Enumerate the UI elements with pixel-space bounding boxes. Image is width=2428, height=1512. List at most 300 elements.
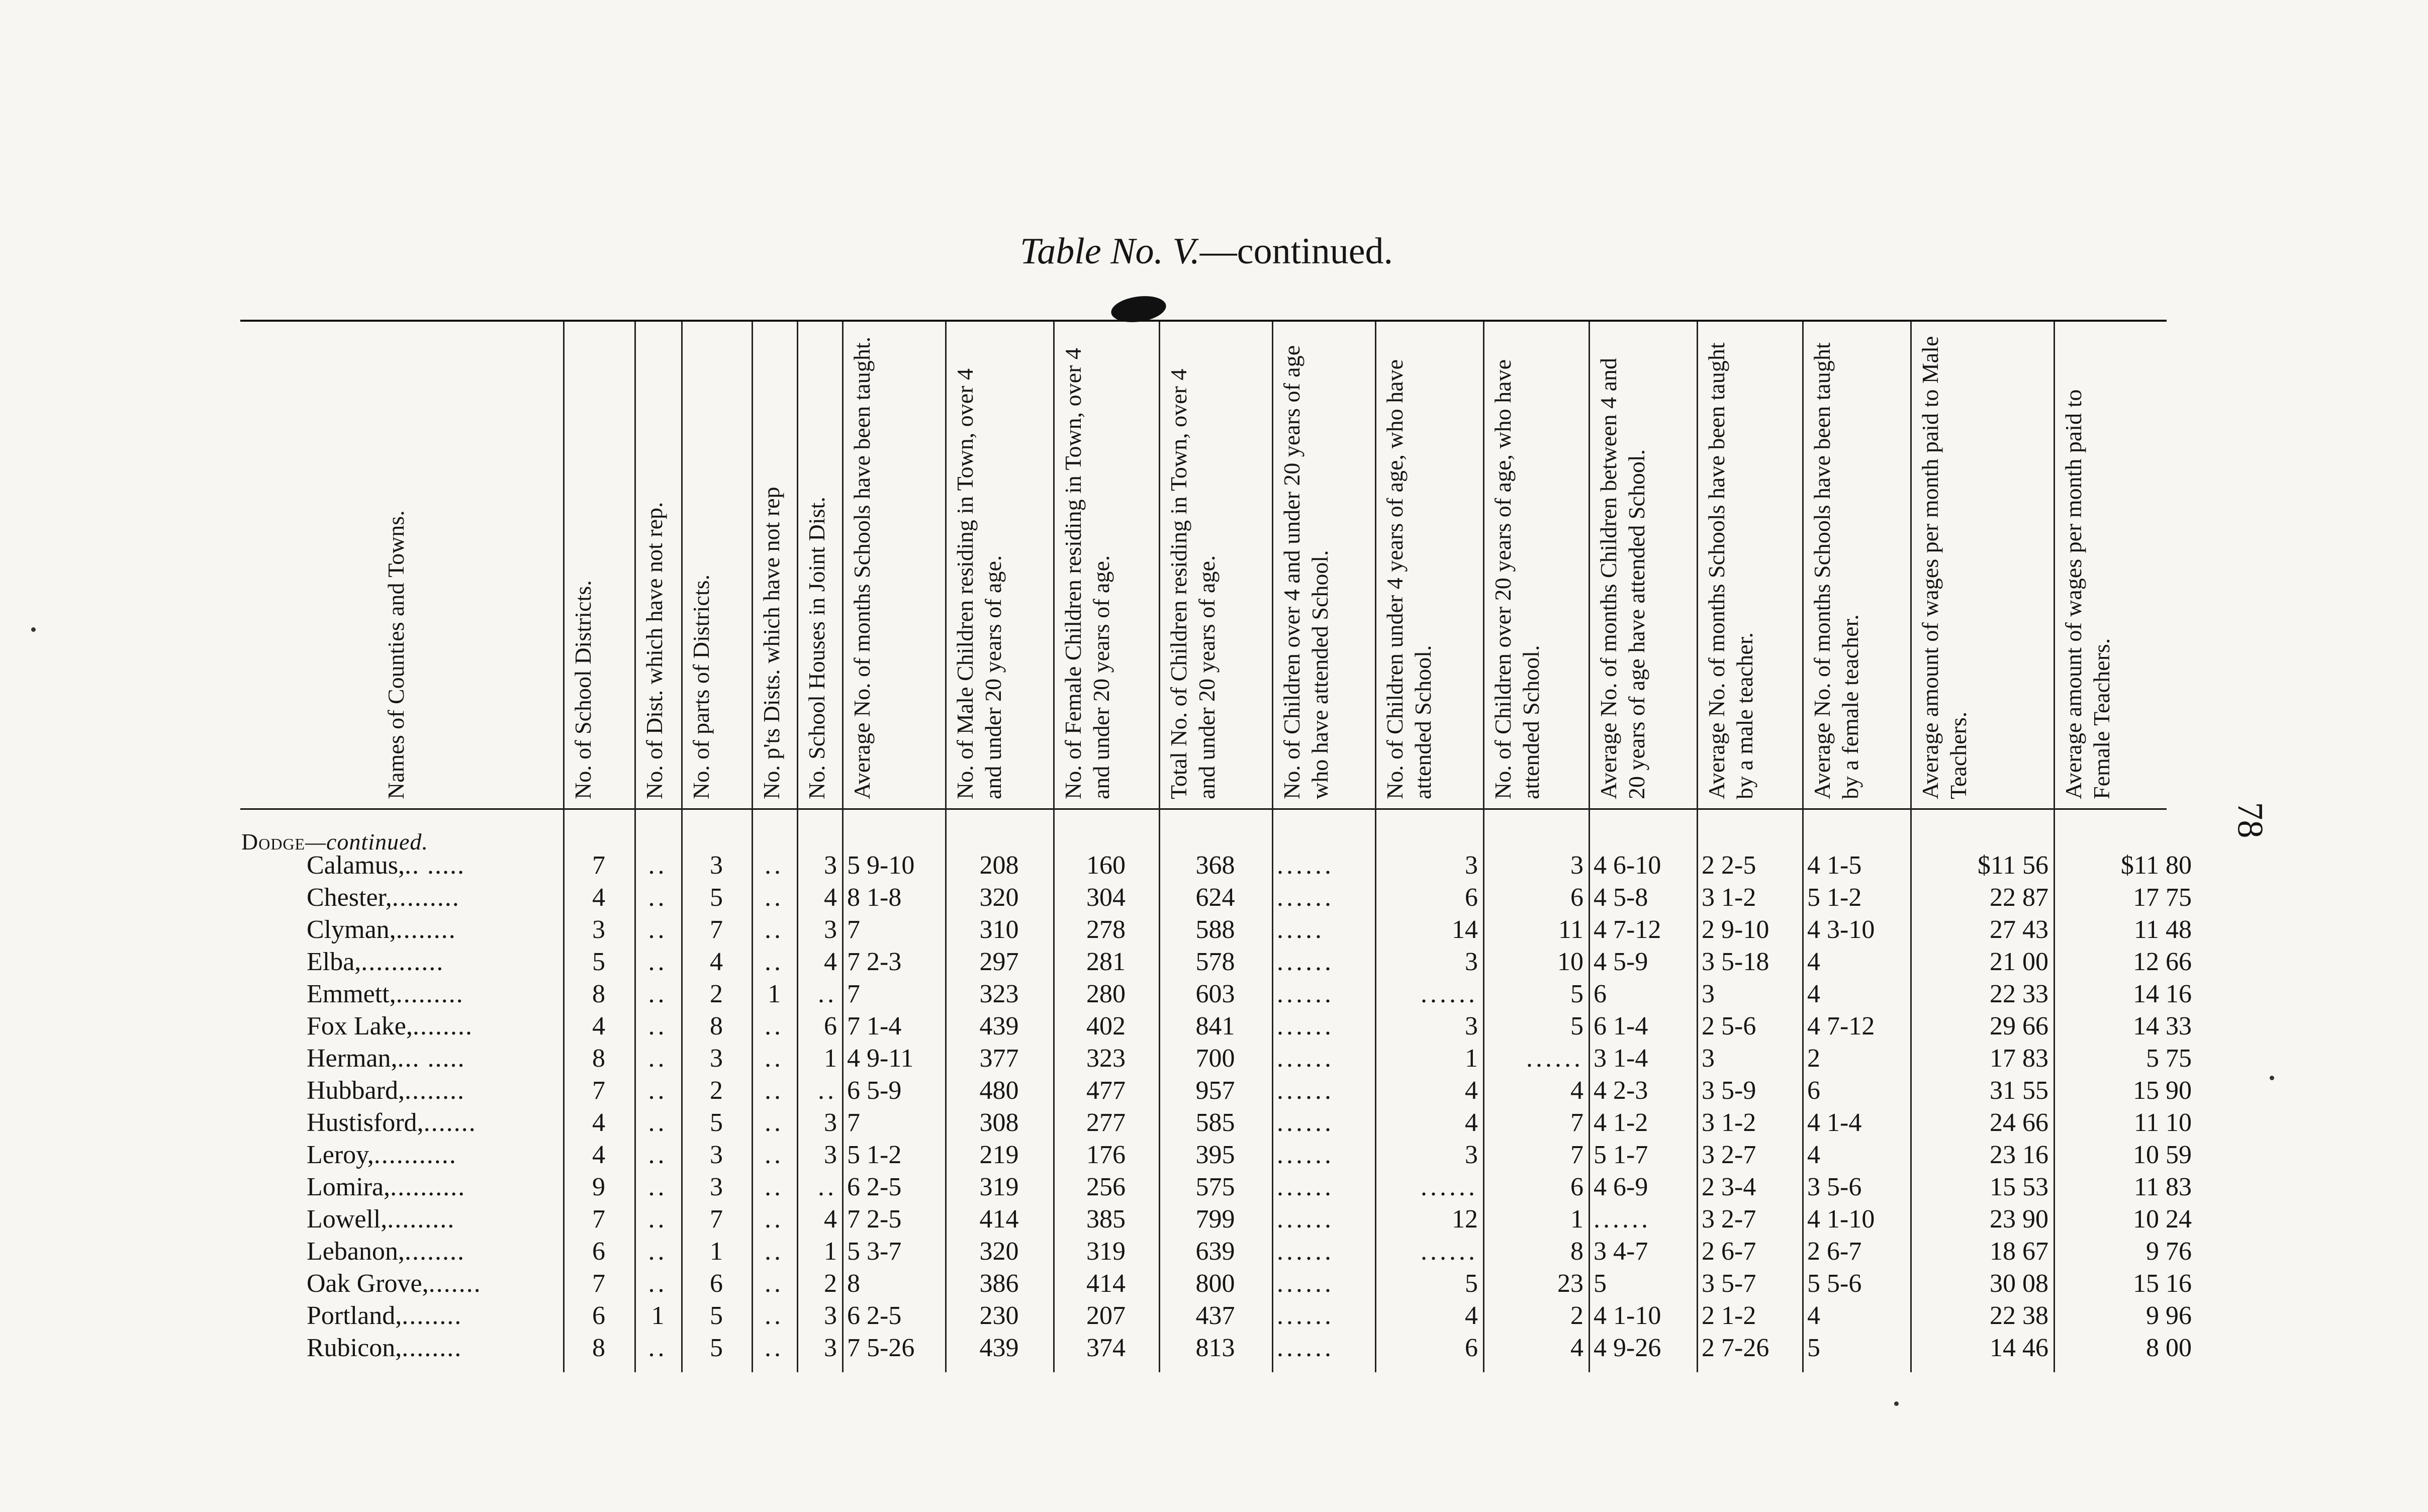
cell-avg-months: 4 9-11 (847, 1044, 914, 1073)
table-top-rule (240, 320, 2167, 322)
cell-dist-not-rep: .. (648, 1141, 668, 1169)
cell-over-20: 23 (1557, 1269, 1583, 1298)
cell-wage-male: 14 46 (1990, 1334, 2048, 1362)
cell-wage-female: $11 80 (2120, 851, 2192, 880)
cell-female: 385 (1086, 1205, 1126, 1234)
cell-wage-male: 24 66 (1990, 1108, 2048, 1137)
cell-total: 957 (1195, 1076, 1235, 1105)
cell-over-20: 4 (1570, 1076, 1583, 1105)
leader-dots: ......... (396, 980, 464, 1008)
column-header-avg-male-teacher: Average No. of months Schools have been taught by a male teacher. (1704, 342, 1757, 799)
cell-male: 297 (979, 948, 1019, 976)
cell-wage-male: 27 43 (1990, 915, 2048, 944)
leader-dots: .. ..... (404, 851, 465, 880)
leader-dots: .......... (390, 1173, 466, 1201)
cell-female: 323 (1086, 1044, 1126, 1073)
town-name: Hubbard, (307, 1076, 405, 1105)
cell-under-4: 4 (1465, 1301, 1478, 1330)
cell-avg-female-teacher: 4 7-12 (1807, 1012, 1875, 1041)
cell-male: 386 (979, 1269, 1019, 1298)
cell-parts: 3 (710, 1141, 723, 1169)
cell-over-20: ...... (1526, 1044, 1583, 1073)
cell-total: 437 (1195, 1301, 1235, 1330)
page-number: 78 (2230, 802, 2271, 838)
cell-total: 813 (1195, 1334, 1235, 1362)
cell-wage-male: 22 33 (1990, 980, 2048, 1008)
cell-under-4: 5 (1465, 1269, 1478, 1298)
cell-dist-not-rep: .. (648, 980, 668, 1008)
town-name: Fox Lake, (307, 1012, 413, 1041)
cell-wage-female: 10 24 (2133, 1205, 2192, 1234)
column-header-avg-female-teacher: Average No. of months Schools have been taught by a female teacher. (1809, 342, 1863, 799)
table-row (0, 978, 2428, 1010)
cell-over-20: 5 (1570, 1012, 1583, 1041)
town-name-cell (307, 978, 558, 1010)
cell-dist-not-rep: .. (648, 1334, 668, 1362)
cell-avg-female-teacher: 4 1-4 (1807, 1108, 1862, 1137)
cell-avg-female-teacher: 4 (1807, 980, 1820, 1008)
cell-under-4: 3 (1465, 948, 1478, 976)
cell-avg-female-teacher: 4 (1807, 1301, 1820, 1330)
cell-joint-houses: .. (818, 1173, 837, 1201)
town-name-cell (307, 914, 558, 946)
cell-parts-not-rep: .. (765, 1012, 784, 1041)
cell-parts: 7 (710, 915, 723, 944)
cell-parts: 2 (710, 980, 723, 1008)
column-header-avg-months: Average No. of months Schools have been taught. (849, 336, 875, 799)
cell-avg-attend: 4 6-9 (1594, 1173, 1648, 1201)
cell-avg-female-teacher: 2 (1807, 1044, 1820, 1073)
cell-under-4: 6 (1465, 1334, 1478, 1362)
cell-over-20: 5 (1570, 980, 1583, 1008)
cell-under-4: ...... (1421, 1237, 1478, 1266)
cell-avg-attend: 6 (1594, 980, 1607, 1008)
cell-wage-male: 18 67 (1990, 1237, 2048, 1266)
cell-wage-female: 9 96 (2146, 1301, 2192, 1330)
cell-avg-months: 6 2-5 (847, 1301, 902, 1330)
cell-female: 256 (1086, 1173, 1126, 1201)
cell-joint-houses: 1 (824, 1237, 837, 1266)
column-header-wage-male: Average amount of wages per month paid to Male Teachers. (1917, 336, 1971, 799)
cell-over-20: 6 (1570, 883, 1583, 912)
table-row (0, 946, 2428, 978)
cell-attended-4-20: ...... (1277, 1237, 1334, 1266)
cell-over-20: 3 (1570, 851, 1583, 880)
cell-attended-4-20: ...... (1277, 948, 1334, 976)
cell-under-4: 3 (1465, 1141, 1478, 1169)
column-header-wage-female: Average amount of wages per month paid to Female Teachers. (2061, 389, 2114, 799)
column-header-attended-4-20: No. of Children over 4 and under 20 years of age who have attended School. (1279, 345, 1333, 799)
cell-parts-not-rep: .. (765, 1108, 784, 1137)
cell-avg-months: 5 9-10 (847, 851, 915, 880)
cell-parts: 5 (710, 1108, 723, 1137)
leader-dots: ........... (373, 1141, 457, 1169)
cell-avg-male-teacher: 3 2-7 (1702, 1141, 1756, 1169)
cell-avg-female-teacher: 2 6-7 (1807, 1237, 1862, 1266)
cell-districts: 7 (592, 1076, 605, 1105)
cell-under-4: ...... (1421, 980, 1478, 1008)
cell-joint-houses: 1 (824, 1044, 837, 1073)
cell-attended-4-20: ...... (1277, 1076, 1334, 1105)
leader-dots: ......... (392, 883, 460, 912)
cell-male: 320 (979, 1237, 1019, 1266)
cell-avg-male-teacher: 2 1-2 (1702, 1301, 1756, 1330)
cell-avg-female-teacher: 4 1-10 (1807, 1205, 1875, 1234)
cell-male: 319 (979, 1173, 1019, 1201)
cell-joint-houses: 6 (824, 1012, 837, 1041)
town-name: Hustisford, (307, 1108, 424, 1137)
cell-avg-months: 7 2-5 (847, 1205, 902, 1234)
cell-under-4: 6 (1465, 883, 1478, 912)
table-row (0, 1236, 2428, 1268)
cell-avg-months: 6 5-9 (847, 1076, 902, 1105)
county-name: Dodge (241, 829, 306, 855)
column-header-dist-not-rep: No. of Dist. which have not rep. (641, 502, 667, 799)
cell-parts: 3 (710, 1173, 723, 1201)
cell-wage-female: 11 10 (2133, 1108, 2192, 1137)
cell-avg-female-teacher: 5 5-6 (1807, 1269, 1862, 1298)
cell-female: 176 (1086, 1141, 1126, 1169)
table-row (0, 1300, 2428, 1332)
table-row (0, 1043, 2428, 1075)
town-name-cell (307, 946, 558, 978)
column-header-parts-not-rep: No. p'ts Dists. which have not rep (759, 487, 784, 799)
cell-female: 319 (1086, 1237, 1126, 1266)
cell-wage-male: 29 66 (1990, 1012, 2048, 1041)
cell-under-4: 3 (1465, 851, 1478, 880)
cell-under-4: 14 (1452, 915, 1478, 944)
cell-avg-male-teacher: 3 (1702, 980, 1715, 1008)
cell-dist-not-rep: .. (648, 851, 668, 880)
cell-female: 160 (1086, 851, 1126, 880)
table-row (0, 1139, 2428, 1171)
table-row (0, 914, 2428, 946)
cell-joint-houses: 3 (824, 1334, 837, 1362)
cell-parts-not-rep: .. (765, 1334, 784, 1362)
cell-parts-not-rep: .. (765, 1044, 784, 1073)
cell-avg-male-teacher: 2 6-7 (1702, 1237, 1756, 1266)
leader-dots: ......... (387, 1205, 455, 1234)
cell-districts: 7 (592, 851, 605, 880)
cell-avg-attend: 4 6-10 (1594, 851, 1661, 880)
cell-wage-female: 11 83 (2133, 1173, 2192, 1201)
column-header-districts: No. of School Districts. (570, 580, 596, 799)
cell-parts: 5 (710, 1334, 723, 1362)
cell-total: 799 (1195, 1205, 1235, 1234)
county-continued: —continued. (305, 829, 428, 855)
leader-dots: ........ (402, 1301, 462, 1330)
cell-total: 639 (1195, 1237, 1235, 1266)
town-name: Chester, (307, 883, 392, 912)
cell-parts: 5 (710, 883, 723, 912)
cell-avg-male-teacher: 3 2-7 (1702, 1205, 1756, 1234)
cell-avg-months: 7 5-26 (847, 1334, 915, 1362)
cell-attended-4-20: ...... (1277, 980, 1334, 1008)
cell-parts: 3 (710, 1044, 723, 1073)
cell-avg-attend: 4 2-3 (1594, 1076, 1648, 1105)
cell-parts-not-rep: 1 (768, 980, 781, 1008)
cell-avg-male-teacher: 2 3-4 (1702, 1173, 1756, 1201)
ink-speck (1894, 1401, 1899, 1406)
cell-joint-houses: 2 (824, 1269, 837, 1298)
table-row (0, 1107, 2428, 1139)
town-name: Emmett, (307, 980, 396, 1008)
cell-parts: 7 (710, 1205, 723, 1234)
cell-avg-months: 8 1-8 (847, 883, 902, 912)
header-bottom-rule (240, 808, 2167, 810)
cell-parts: 6 (710, 1269, 723, 1298)
cell-wage-female: 12 66 (2133, 948, 2192, 976)
cell-avg-female-teacher: 4 1-5 (1807, 851, 1862, 880)
leader-dots: ........ (396, 915, 456, 944)
table-row (0, 1268, 2428, 1300)
cell-districts: 6 (592, 1301, 605, 1330)
cell-districts: 3 (592, 915, 605, 944)
leader-dots: ........ (412, 1012, 473, 1041)
cell-avg-months: 7 1-4 (847, 1012, 902, 1041)
cell-avg-attend: 6 1-4 (1594, 1012, 1648, 1041)
cell-wage-female: 10 59 (2133, 1141, 2192, 1169)
cell-joint-houses: 3 (824, 915, 837, 944)
cell-female: 374 (1086, 1334, 1126, 1362)
cell-female: 278 (1086, 915, 1126, 944)
cell-under-4: ...... (1421, 1173, 1478, 1201)
cell-over-20: 7 (1570, 1141, 1583, 1169)
cell-attended-4-20: ...... (1277, 1141, 1334, 1169)
town-name: Elba, (307, 948, 361, 976)
cell-joint-houses: .. (818, 980, 837, 1008)
ink-speck (31, 627, 36, 632)
cell-under-4: 12 (1452, 1205, 1478, 1234)
table-title (754, 230, 1659, 273)
town-name-cell (307, 1171, 558, 1203)
cell-wage-male: 23 16 (1990, 1141, 2048, 1169)
cell-dist-not-rep: .. (648, 1269, 668, 1298)
column-header-parts: No. of parts of Districts. (688, 574, 714, 799)
cell-over-20: 1 (1570, 1205, 1583, 1234)
cell-dist-not-rep: .. (648, 1012, 668, 1041)
cell-districts: 6 (592, 1237, 605, 1266)
cell-avg-attend: 5 (1594, 1269, 1607, 1298)
town-name-cell (307, 1010, 558, 1043)
cell-avg-attend: 4 7-12 (1594, 915, 1661, 944)
cell-avg-female-teacher: 5 1-2 (1807, 883, 1862, 912)
cell-avg-months: 7 (847, 1108, 860, 1137)
cell-attended-4-20: ...... (1277, 1269, 1334, 1298)
cell-total: 578 (1195, 948, 1235, 976)
cell-wage-female: 9 76 (2146, 1237, 2192, 1266)
cell-dist-not-rep: .. (648, 1205, 668, 1234)
cell-joint-houses: .. (818, 1076, 837, 1105)
cell-avg-months: 7 (847, 980, 860, 1008)
town-name-cell (307, 1300, 558, 1332)
cell-parts-not-rep: .. (765, 1141, 784, 1169)
cell-male: 480 (979, 1076, 1019, 1105)
cell-wage-male: 15 53 (1990, 1173, 2048, 1201)
cell-wage-male: 30 08 (1990, 1269, 2048, 1298)
cell-wage-female: 5 75 (2146, 1044, 2192, 1073)
leader-dots: ... ..... (397, 1044, 465, 1073)
cell-over-20: 10 (1557, 948, 1583, 976)
cell-wage-female: 14 33 (2133, 1012, 2192, 1041)
cell-dist-not-rep: .. (648, 915, 668, 944)
cell-districts: 4 (592, 1012, 605, 1041)
cell-parts: 8 (710, 1012, 723, 1041)
cell-attended-4-20: ...... (1277, 883, 1334, 912)
cell-wage-female: 15 16 (2133, 1269, 2192, 1298)
cell-attended-4-20: ...... (1277, 1334, 1334, 1362)
cell-male: 439 (979, 1334, 1019, 1362)
cell-districts: 4 (592, 1108, 605, 1137)
column-header-female: No. of Female Children residing in Town, over 4 and under 20 years of age. (1060, 348, 1114, 799)
cell-parts-not-rep: .. (765, 1076, 784, 1105)
cell-total: 585 (1195, 1108, 1235, 1137)
cell-parts-not-rep: .. (765, 883, 784, 912)
leader-dots: ........... (361, 948, 444, 976)
cell-male: 310 (979, 915, 1019, 944)
cell-male: 208 (979, 851, 1019, 880)
town-name: Lebanon, (307, 1237, 405, 1266)
cell-avg-male-teacher: 3 5-7 (1702, 1269, 1756, 1298)
cell-under-4: 1 (1465, 1044, 1478, 1073)
cell-female: 277 (1086, 1108, 1126, 1137)
town-name: Lomira, (307, 1173, 391, 1201)
cell-avg-attend: 4 1-10 (1594, 1301, 1661, 1330)
cell-avg-female-teacher: 5 (1807, 1334, 1820, 1362)
leader-dots: ....... (428, 1269, 482, 1298)
cell-parts: 3 (710, 851, 723, 880)
cell-over-20: 11 (1558, 915, 1583, 944)
cell-total: 368 (1195, 851, 1235, 880)
town-name-cell (307, 849, 558, 882)
cell-avg-attend: 4 5-8 (1594, 883, 1648, 912)
cell-districts: 5 (592, 948, 605, 976)
cell-joint-houses: 3 (824, 1301, 837, 1330)
town-name: Portland, (307, 1301, 402, 1330)
cell-avg-male-teacher: 3 1-2 (1702, 883, 1756, 912)
cell-over-20: 2 (1570, 1301, 1583, 1330)
cell-over-20: 7 (1570, 1108, 1583, 1137)
cell-avg-male-teacher: 2 2-5 (1702, 851, 1756, 880)
cell-avg-male-teacher: 3 5-18 (1702, 948, 1769, 976)
cell-avg-months: 7 (847, 915, 860, 944)
cell-male: 320 (979, 883, 1019, 912)
cell-joint-houses: 4 (824, 883, 837, 912)
cell-districts: 8 (592, 1044, 605, 1073)
cell-districts: 7 (592, 1269, 605, 1298)
cell-wage-male: 21 00 (1990, 948, 2048, 976)
cell-attended-4-20: ...... (1277, 1205, 1334, 1234)
cell-female: 207 (1086, 1301, 1126, 1330)
leader-dots: ........ (404, 1237, 465, 1266)
town-name: Herman, (307, 1044, 398, 1073)
town-name-cell (307, 1107, 558, 1139)
cell-districts: 4 (592, 1141, 605, 1169)
column-header-over-20: No. of Children over 20 years of age, who have attended School. (1490, 359, 1544, 799)
cell-dist-not-rep: .. (648, 948, 668, 976)
cell-under-4: 4 (1465, 1108, 1478, 1137)
town-name-cell (307, 1236, 558, 1268)
town-name: Rubicon, (307, 1334, 402, 1362)
cell-parts-not-rep: .. (765, 851, 784, 880)
table-row (0, 1332, 2428, 1364)
cell-avg-attend: 4 1-2 (1594, 1108, 1648, 1137)
cell-avg-male-teacher: 3 (1702, 1044, 1715, 1073)
cell-avg-male-teacher: 2 9-10 (1702, 915, 1769, 944)
town-name-cell (307, 1268, 558, 1300)
cell-attended-4-20: ...... (1277, 851, 1334, 880)
cell-attended-4-20: ...... (1277, 1108, 1334, 1137)
cell-avg-female-teacher: 4 (1807, 948, 1820, 976)
cell-avg-months: 7 2-3 (847, 948, 902, 976)
column-header-male: No. of Male Children residing in Town, over 4 and under 20 years of age. (952, 368, 1006, 799)
cell-wage-female: 11 48 (2133, 915, 2192, 944)
cell-attended-4-20: ...... (1277, 1173, 1334, 1201)
cell-joint-houses: 3 (824, 1108, 837, 1137)
cell-joint-houses: 3 (824, 1141, 837, 1169)
town-name: Oak Grove, (307, 1269, 429, 1298)
cell-male: 219 (979, 1141, 1019, 1169)
cell-female: 477 (1086, 1076, 1126, 1105)
cell-attended-4-20: ...... (1277, 1301, 1334, 1330)
cell-avg-female-teacher: 4 (1807, 1141, 1820, 1169)
cell-avg-attend: 4 5-9 (1594, 948, 1648, 976)
town-name: Calamus, (307, 851, 405, 880)
cell-total: 700 (1195, 1044, 1235, 1073)
cell-avg-male-teacher: 2 5-6 (1702, 1012, 1756, 1041)
cell-total: 800 (1195, 1269, 1235, 1298)
cell-avg-months: 5 1-2 (847, 1141, 902, 1169)
cell-parts-not-rep: .. (765, 1173, 784, 1201)
town-name-cell (307, 1332, 558, 1364)
cell-avg-attend: 4 9-26 (1594, 1334, 1661, 1362)
town-name-cell (307, 1043, 558, 1075)
cell-total: 603 (1195, 980, 1235, 1008)
column-header-name: Names of Counties and Towns. (383, 510, 409, 799)
cell-dist-not-rep: .. (648, 1044, 668, 1073)
cell-attended-4-20: ...... (1277, 1012, 1334, 1041)
table-title-continued: —continued. (1199, 231, 1393, 272)
cell-parts: 1 (710, 1237, 723, 1266)
cell-wage-female: 15 90 (2133, 1076, 2192, 1105)
cell-wage-male: 31 55 (1990, 1076, 2048, 1105)
cell-over-20: 4 (1570, 1334, 1583, 1362)
cell-female: 402 (1086, 1012, 1126, 1041)
cell-wage-male: 23 90 (1990, 1205, 2048, 1234)
table-row (0, 1010, 2428, 1043)
town-name-cell (307, 882, 558, 914)
cell-wage-female: 14 16 (2133, 980, 2192, 1008)
cell-under-4: 3 (1465, 1012, 1478, 1041)
cell-districts: 7 (592, 1205, 605, 1234)
cell-avg-attend: 3 1-4 (1594, 1044, 1648, 1073)
cell-districts: 8 (592, 980, 605, 1008)
cell-avg-female-teacher: 6 (1807, 1076, 1820, 1105)
cell-wage-male: 22 38 (1990, 1301, 2048, 1330)
table-row (0, 1203, 2428, 1236)
cell-dist-not-rep: .. (648, 1173, 668, 1201)
cell-dist-not-rep: 1 (651, 1301, 665, 1330)
cell-parts: 5 (710, 1301, 723, 1330)
cell-male: 230 (979, 1301, 1019, 1330)
cell-female: 280 (1086, 980, 1126, 1008)
table-title-italic: Table No. V. (1019, 231, 1200, 272)
town-name-cell (307, 1075, 558, 1107)
cell-wage-female: 17 75 (2133, 883, 2192, 912)
table-row (0, 849, 2428, 882)
cell-parts: 2 (710, 1076, 723, 1105)
cell-over-20: 6 (1570, 1173, 1583, 1201)
